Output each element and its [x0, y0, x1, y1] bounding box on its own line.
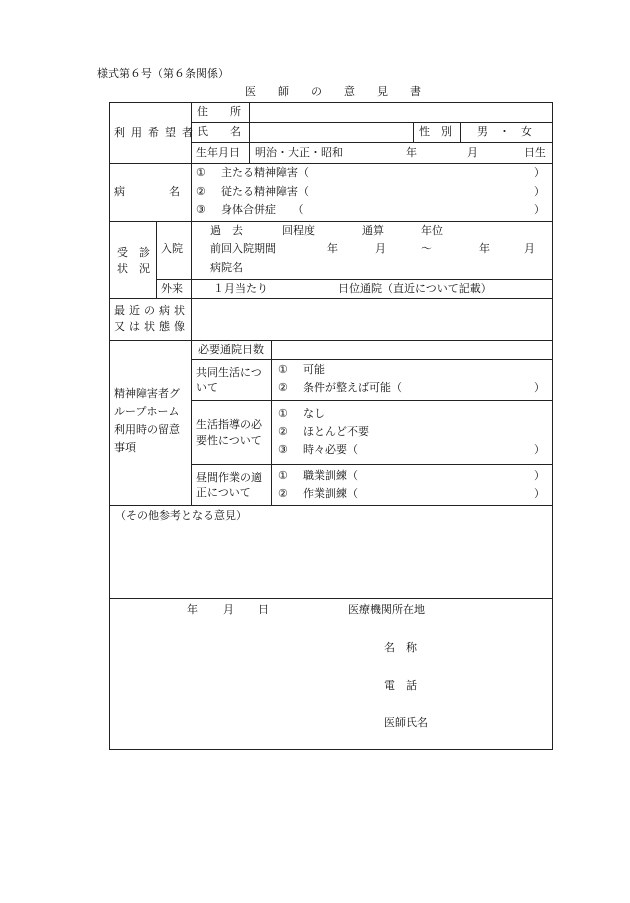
table-border-bottom: [109, 749, 553, 750]
illness-label: 病 名: [114, 185, 180, 198]
name-label: 氏 名: [197, 125, 241, 138]
illness-item-1: 主たる精神障害（: [221, 166, 309, 179]
visit-label-2: 状 況: [117, 262, 150, 275]
group-home-label-1: 精神障害者グ: [114, 387, 180, 400]
table-border-left: [109, 102, 110, 750]
inpatient-label: 入院: [161, 242, 183, 255]
group-home-label-2: ループホーム: [114, 405, 180, 418]
illness-num-2: ②: [196, 185, 206, 198]
symptoms-label-1: 最近の病状: [114, 304, 189, 317]
form-number: 様式第６号（第６条関係）: [97, 67, 229, 80]
phone-label: 電 話: [384, 679, 417, 692]
illness-num-3: ③: [196, 203, 206, 216]
birth-label: 生年月日: [196, 146, 240, 159]
page-title: 医 師 の 意 見 書: [245, 85, 421, 98]
symptoms-label-2: 又は状態像: [114, 320, 189, 333]
outpatient-label: 外来: [161, 282, 183, 295]
gender-options: 男 ・ 女: [477, 125, 532, 138]
hospital-label: 病院名: [210, 261, 243, 274]
other-opinions-label: （その他参考となる意見）: [115, 509, 247, 522]
group-home-label-4: 事項: [114, 441, 136, 454]
illness-item-2: 従たる精神障害（: [221, 185, 309, 198]
group-home-label-3: 利用時の留意: [114, 423, 180, 436]
location-label: 医療機関所在地: [348, 603, 425, 616]
table-border-right: [552, 102, 553, 750]
prev-period-label: 前回入院期間: [210, 242, 276, 255]
address-label: 住 所: [197, 105, 241, 118]
era-options: 明治・大正・昭和: [255, 146, 343, 159]
required-visits-label: 必要通院日数: [198, 343, 264, 356]
illness-num-1: ①: [196, 166, 206, 179]
illness-item-3: 身体合併症 （: [221, 203, 304, 216]
doctor-name-label: 医師氏名: [384, 716, 428, 729]
table-border-top: [109, 102, 553, 103]
applicant-label: 利用希望者: [114, 126, 199, 139]
visit-label-1: 受 診: [117, 246, 150, 259]
gender-label: 性 別: [419, 125, 452, 138]
institution-name-label: 名 称: [384, 641, 417, 654]
